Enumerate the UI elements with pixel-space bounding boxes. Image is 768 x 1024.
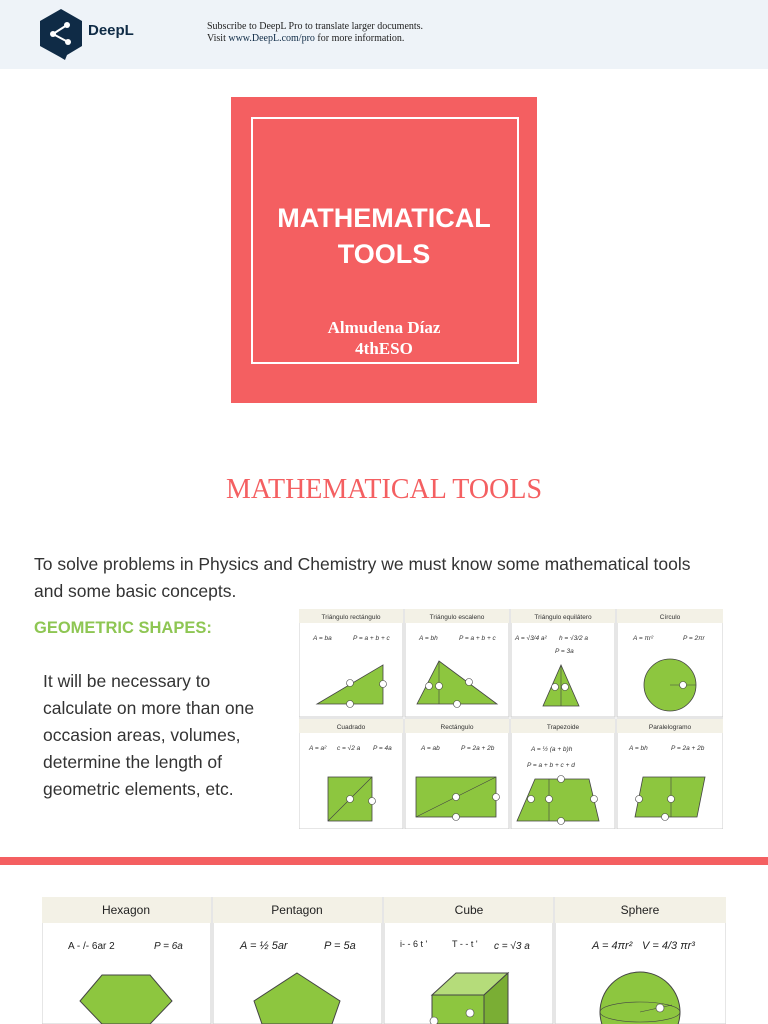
body-paragraph: It will be necessary to calculate on more than one occasion areas, volumes, determine the length of geometric elements, etc. (43, 671, 255, 799)
shape-formula: A = 4πr² (592, 940, 633, 952)
shape-formula: P = a + b + c (353, 635, 390, 642)
cell-rectangle (405, 719, 509, 829)
shape-formula: c = √2 a (337, 745, 361, 752)
shape-formula: A - /- 6ar 2 (68, 941, 115, 952)
shapes-2d-figure (299, 609, 723, 829)
shape-name: Trapezoide (546, 724, 580, 731)
shape-formula: P = 2a + 2b (671, 745, 705, 752)
shape-formula: P = a + b + c (459, 635, 496, 642)
cell-sphere (555, 897, 726, 1024)
shape-formula: A = πr² (633, 635, 654, 642)
cell-cube (384, 897, 553, 1024)
intro-paragraph: To solve problems in Physics and Chemistry we must know some mathematical tools and some basic concepts. (34, 554, 691, 601)
promo-line-1: Subscribe to DeepL Pro to translate larger documents. (207, 21, 424, 32)
shape-name: Rectángulo (440, 724, 474, 731)
shape-formula: P = 4a (373, 745, 392, 752)
shape-name: Triángulo escaleno (429, 614, 485, 621)
shape-formula: A = √3/4 a² (515, 635, 547, 642)
shape-formula: T - - t ' (452, 939, 478, 949)
shape-formula: P = 2a + 2b (461, 745, 495, 752)
shape-formula: P = 6a (154, 941, 183, 952)
shape-name: Triángulo equilátero (534, 614, 592, 621)
shape-formula: A = a² (309, 745, 327, 752)
shape-formula: A = bh (419, 635, 438, 642)
shape-formula: c = √3 a (494, 941, 530, 952)
geometric-shapes-subheading: GEOMETRIC SHAPES: (34, 619, 212, 637)
cover-title (231, 200, 537, 272)
section-divider (0, 857, 768, 865)
cell-hexagon (42, 897, 211, 1024)
shape-name: Triángulo rectángulo (321, 614, 381, 621)
cell-right-triangle (299, 609, 403, 717)
promo-line-2 (207, 33, 423, 45)
cell-scalene-triangle (405, 609, 509, 717)
shape-name: Paralelogramo (648, 724, 692, 731)
deepl-pro-link[interactable]: www.DeepL.com/pro (228, 33, 315, 44)
cell-equilateral-triangle (511, 609, 615, 717)
shape-name: Círculo (659, 614, 681, 621)
shape-formula: P = a + b + c + d (527, 762, 575, 769)
cover-title-line-1: MATHEMATICAL (277, 203, 491, 233)
shape-name: Hexagon (101, 903, 151, 917)
shape-formula: P = 3a (555, 648, 574, 655)
cover-title-line-2: TOOLS (337, 239, 431, 269)
shape-formula: A = ab (421, 745, 440, 752)
shape-name: Cuadrado (336, 724, 366, 731)
promo-suffix: for more information. (317, 33, 405, 44)
deepl-logo-icon[interactable] (38, 8, 84, 60)
promo-text (207, 21, 423, 45)
cell-square (299, 719, 403, 829)
shape-formula: A = ba (313, 635, 332, 642)
shape-formula: V = 4/3 πr³ (642, 940, 695, 952)
cell-circle (617, 609, 723, 717)
cover-author: Almudena Díaz (327, 318, 441, 337)
cover-course: 4thESO (355, 339, 413, 358)
brand-name[interactable]: DeepL (88, 22, 134, 39)
cell-pentagon (213, 897, 382, 1024)
shape-name: Sphere (620, 903, 660, 917)
cell-parallelogram (617, 719, 723, 829)
shape-formula: i- - 6 t ' (400, 939, 428, 949)
shape-formula: A = ½ (a + b)h (531, 746, 573, 753)
shape-formula: P = 5a (324, 940, 356, 952)
shape-formula: P = 2πr (683, 635, 705, 642)
cell-trapezoid (511, 719, 615, 829)
shape-formula: h = √3/2 a (559, 635, 589, 642)
shape-formula: A = ½ 5ar (240, 940, 288, 952)
promo-visit: Visit (207, 33, 226, 44)
shapes-3d-figure (42, 897, 726, 1024)
shape-name: Pentagon (271, 903, 323, 917)
cover-panel (231, 97, 537, 403)
shape-formula: A = bh (629, 745, 648, 752)
deepl-banner (0, 0, 768, 69)
shape-name: Cube (454, 903, 484, 917)
cover-author-block (231, 317, 537, 359)
section-heading: MATHEMATICAL TOOLS (225, 474, 543, 505)
